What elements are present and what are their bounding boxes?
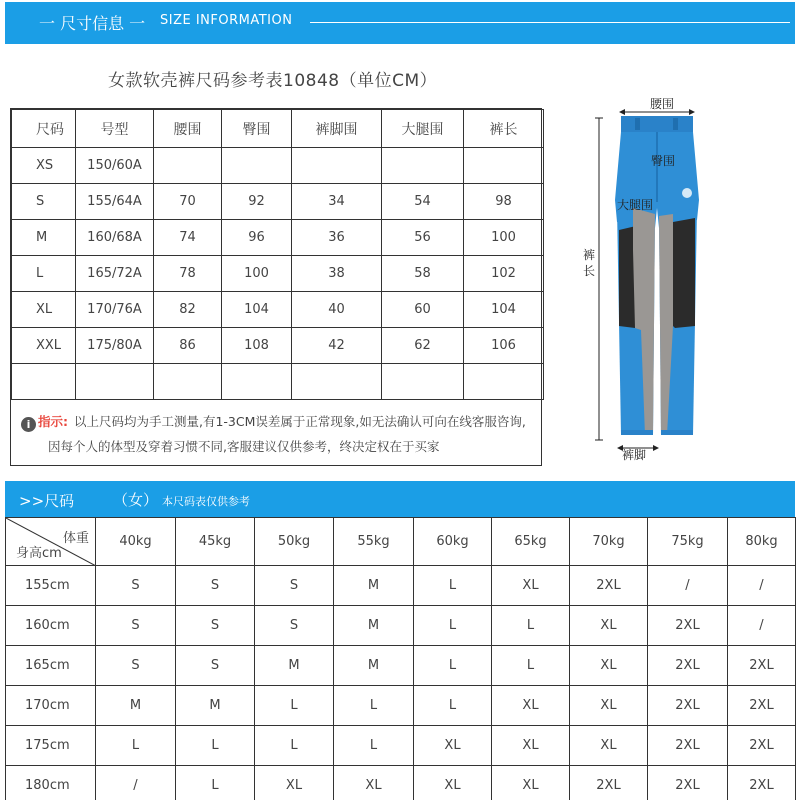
size-cell: 2XL (728, 646, 796, 686)
table-cell (12, 364, 76, 400)
table-cell: 78 (154, 256, 222, 292)
size-cell: L (255, 686, 334, 726)
length-label-1: 裤 (583, 248, 596, 262)
size-cell: 2XL (728, 726, 796, 766)
table-cell (382, 148, 464, 184)
size-cell: M (334, 606, 414, 646)
size-cell: L (176, 766, 255, 800)
size-cell: L (414, 606, 492, 646)
table-cell: 175/80A (76, 328, 154, 364)
table-cell: M (12, 220, 76, 256)
size-cell: XL (492, 766, 570, 800)
size-cell: L (492, 646, 570, 686)
size-cell: S (176, 566, 255, 606)
note-text-line2: 因每个人的体型及穿着习惯不同,客服建议仅供参考，终决定权在于买家 (48, 439, 440, 454)
table-cell: 98 (464, 184, 544, 220)
size-cell: L (176, 726, 255, 766)
size-cell: S (255, 566, 334, 606)
size-cell: XL (414, 726, 492, 766)
table-cell: 150/60A (76, 148, 154, 184)
table-cell (292, 148, 382, 184)
size-cell: S (96, 566, 176, 606)
table-cell: 58 (382, 256, 464, 292)
recommend-banner (5, 481, 795, 517)
table-cell: 104 (222, 292, 292, 328)
banner-divider (310, 22, 790, 23)
size-cell: L (492, 606, 570, 646)
corner-height-label: 身高cm (16, 546, 62, 561)
section-note: 本尺码表仅供参考 (162, 495, 250, 508)
size-cell: / (728, 606, 796, 646)
table-cell: 34 (292, 184, 382, 220)
size-cell: M (334, 646, 414, 686)
table-cell: L (12, 256, 76, 292)
table-cell: 104 (464, 292, 544, 328)
size-cell: XL (570, 726, 648, 766)
size-cell: S (255, 606, 334, 646)
column-header: 腰围 (154, 110, 222, 148)
banner-title-en: SIZE INFORMATION (160, 13, 293, 28)
table-cell (76, 364, 154, 400)
size-cell: XL (570, 686, 648, 726)
weight-header: 60kg (414, 518, 492, 566)
table-cell: XL (12, 292, 76, 328)
pants-size-table (10, 108, 542, 466)
table-row (6, 646, 796, 686)
table-cell: 102 (464, 256, 544, 292)
size-cell: XL (414, 766, 492, 800)
table-cell: S (12, 184, 76, 220)
table-cell: 92 (222, 184, 292, 220)
pants-diagram (575, 90, 715, 475)
column-header: 大腿围 (382, 110, 464, 148)
table-header-row (12, 110, 544, 148)
size-cell: XL (492, 726, 570, 766)
table-cell: 38 (292, 256, 382, 292)
table-row (6, 726, 796, 766)
size-cell: 2XL (728, 766, 796, 800)
table-cell: 170/76A (76, 292, 154, 328)
table-cell: 60 (382, 292, 464, 328)
size-cell: M (176, 686, 255, 726)
size-cell: L (334, 726, 414, 766)
column-header: 尺码 (12, 110, 76, 148)
size-cell: 2XL (648, 606, 728, 646)
weight-header: 50kg (255, 518, 334, 566)
corner-weight-label: 体重 (62, 531, 89, 546)
table-cell: 36 (292, 220, 382, 256)
weight-header: 40kg (96, 518, 176, 566)
size-cell: S (176, 606, 255, 646)
weight-header: 80kg (728, 518, 796, 566)
length-label-2: 长 (583, 264, 596, 278)
table-row (12, 220, 544, 256)
size-cell: S (96, 646, 176, 686)
size-cell: / (728, 566, 796, 606)
banner-title-cn: 一 尺寸信息 一 (39, 14, 146, 33)
height-cell: 175cm (6, 726, 96, 766)
size-cell: / (648, 566, 728, 606)
height-cell: 155cm (6, 566, 96, 606)
size-cell: 2XL (728, 686, 796, 726)
height-cell: 160cm (6, 606, 96, 646)
table-cell: XS (12, 148, 76, 184)
table-cell (222, 148, 292, 184)
size-cell: M (255, 646, 334, 686)
table-cell: XXL (12, 328, 76, 364)
table-cell: 100 (464, 220, 544, 256)
table-cell: 42 (292, 328, 382, 364)
height-cell: 180cm (6, 766, 96, 800)
size-cell: M (334, 566, 414, 606)
size-cell: S (176, 646, 255, 686)
column-header: 裤脚围 (292, 110, 382, 148)
table-cell: 100 (222, 256, 292, 292)
table-row (12, 328, 544, 364)
table-row (12, 364, 544, 400)
size-cell: L (414, 566, 492, 606)
size-cell: XL (255, 766, 334, 800)
size-cell: L (255, 726, 334, 766)
waist-label: 腰围 (650, 97, 675, 111)
height-cell: 165cm (6, 646, 96, 686)
size-cell: L (96, 726, 176, 766)
column-header: 臀围 (222, 110, 292, 148)
height-cell: 170cm (6, 686, 96, 726)
note-label: 指示: (38, 414, 68, 429)
size-info-banner (5, 2, 795, 44)
table-cell: 70 (154, 184, 222, 220)
table-row (12, 184, 544, 220)
size-cell: XL (570, 646, 648, 686)
table-cell: 82 (154, 292, 222, 328)
table-row (12, 256, 544, 292)
column-header: 裤长 (464, 110, 544, 148)
table-cell: 155/64A (76, 184, 154, 220)
table-cell: 74 (154, 220, 222, 256)
table-cell: 54 (382, 184, 464, 220)
size-cell: XL (570, 606, 648, 646)
height-weight-table (5, 517, 795, 800)
size-cell: 2XL (648, 646, 728, 686)
size-cell: L (334, 686, 414, 726)
table-cell: 160/68A (76, 220, 154, 256)
size-cell: 2XL (648, 726, 728, 766)
table-cell: 40 (292, 292, 382, 328)
measurement-note (11, 399, 541, 465)
weight-header: 70kg (570, 518, 648, 566)
table-row (12, 148, 544, 184)
table-cell (382, 364, 464, 400)
weight-header: 65kg (492, 518, 570, 566)
table-row (6, 766, 796, 800)
table-cell: 96 (222, 220, 292, 256)
pants-illustration (575, 90, 715, 475)
table-cell (464, 148, 544, 184)
table-cell: 108 (222, 328, 292, 364)
table-cell: 165/72A (76, 256, 154, 292)
weight-header: 45kg (176, 518, 255, 566)
size-cell: 2XL (648, 686, 728, 726)
table-cell (464, 364, 544, 400)
size-cell: L (414, 686, 492, 726)
size-cell: 2XL (570, 566, 648, 606)
table-row (12, 292, 544, 328)
info-icon: i (21, 417, 36, 432)
table-cell (292, 364, 382, 400)
size-cell: XL (492, 566, 570, 606)
section-label: >>尺码 (19, 492, 75, 510)
table-row (6, 606, 796, 646)
size-cell: M (96, 686, 176, 726)
weight-header: 75kg (648, 518, 728, 566)
table-cell (154, 364, 222, 400)
size-cell: 2XL (648, 766, 728, 800)
size-chart-title: 女款软壳裤尺码参考表10848（单位CM） (108, 71, 438, 91)
column-header: 号型 (76, 110, 154, 148)
table-cell: 106 (464, 328, 544, 364)
size-cell: 2XL (570, 766, 648, 800)
size-cell: XL (334, 766, 414, 800)
table-cell: 56 (382, 220, 464, 256)
weight-header: 55kg (334, 518, 414, 566)
table-cell (154, 148, 222, 184)
size-cell: / (96, 766, 176, 800)
note-text-line1: 以上尺码均为手工测量,有1-3CM误差属于正常现象,如无法确认可向在线客服咨询, (74, 414, 526, 429)
size-cell: S (96, 606, 176, 646)
table-cell: 86 (154, 328, 222, 364)
table-cell (222, 364, 292, 400)
size-cell: XL (492, 686, 570, 726)
hip-label: 臀围 (651, 154, 676, 168)
table-header-row (6, 518, 796, 566)
size-cell: L (414, 646, 492, 686)
table-cell: 62 (382, 328, 464, 364)
gender-label: （女） (113, 491, 159, 509)
table-row (6, 686, 796, 726)
hem-label: 裤脚 (622, 448, 647, 462)
corner-cell (6, 518, 96, 566)
table-row (6, 566, 796, 606)
thigh-label: 大腿围 (617, 198, 654, 212)
